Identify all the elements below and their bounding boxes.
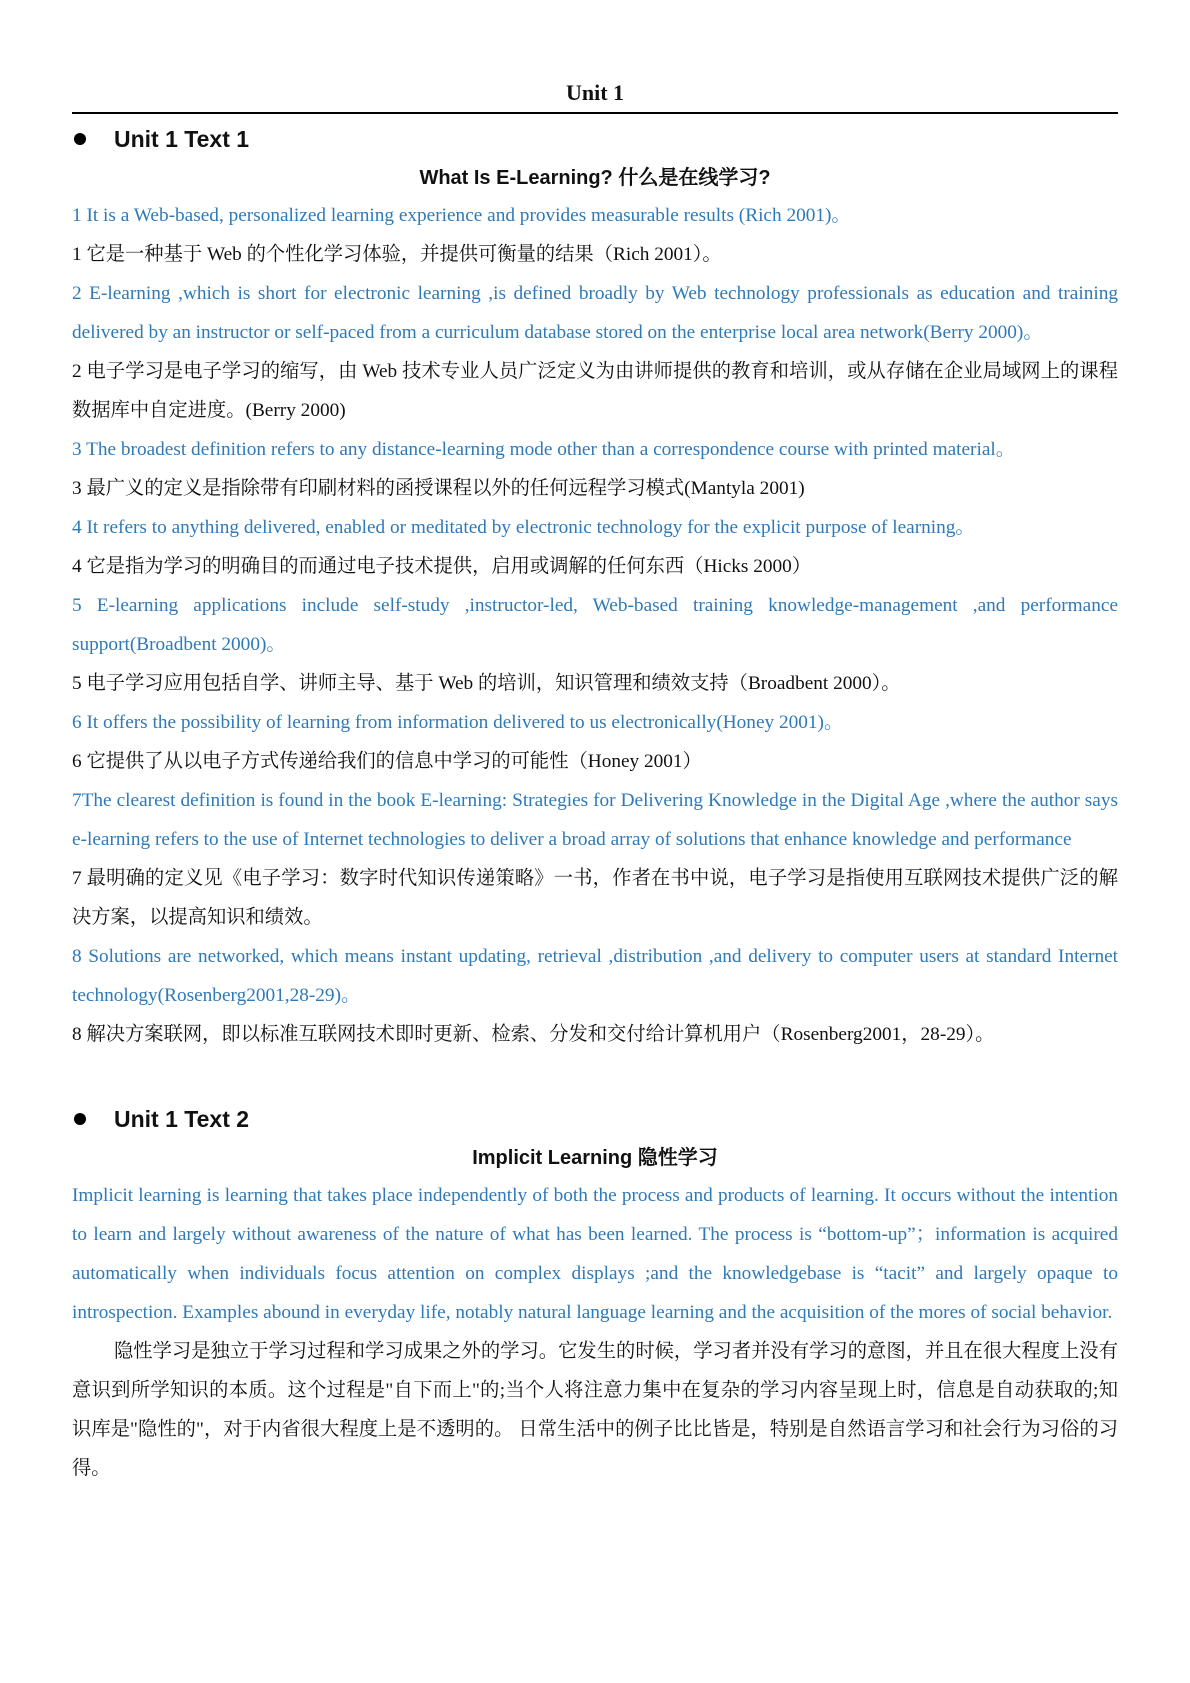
chinese-paragraph: 2 电子学习是电子学习的缩写，由 Web 技术专业人员广泛定义为由讲师提供的教育和培训，或从存储在企业局域网上的课程数据库中自定进度。(Berry 2000) — [72, 361, 1118, 421]
text2-chinese-paragraph: 隐性学习是独立于学习过程和学习成果之外的学习。它发生的时候，学习者并没有学习的意图，并且在很大程度上没有意识到所学知识的本质。这个过程是"自下而上"的;当个人将注意力集中在复杂的学习内容呈现上时，信息是自动获取的;知识库是"隐性的"，对于内省很大程度上是不透明的。 日常生活中的例子比比皆是，特别是自然语言学习和社会行为习俗的习得。 — [72, 1341, 1118, 1479]
document-page — [72, 76, 1118, 1488]
chinese-paragraph: 8 解决方案联网，即以标准互联网技术即时更新、检索、分发和交付给计算机用户（Rosenberg2001，28-29）。 — [72, 1024, 995, 1045]
section-heading-label: Unit 1 Text 1 — [114, 125, 250, 152]
english-paragraph: 8 Solutions are networked, which means instant updating, retrieval ,distribution ,and delivery to computer users at standard Internet technology(Rosenberg2001,28-29)。 — [72, 946, 1118, 1006]
english-paragraph: 5 E-learning applications include self-study ,instructor-led, Web-based training knowledge-management ,and performance support(Broadbent 2000)。 — [72, 595, 1118, 655]
unit-title: Unit 1 — [72, 76, 1118, 114]
english-paragraph: 1 It is a Web-based, personalized learning experience and provides measurable results (Rich 2001)。 — [72, 205, 851, 226]
chinese-paragraph: 7 最明确的定义见《电子学习：数字时代知识传递策略》一书，作者在书中说，电子学习是指使用互联网技术提供广泛的解决方案，以提高知识和绩效。 — [72, 868, 1118, 928]
bullet-icon — [74, 1113, 86, 1125]
text2-title: Implicit Learning 隐性学习 — [472, 1147, 718, 1169]
chinese-paragraph: 1 它是一种基于 Web 的个性化学习体验，并提供可衡量的结果（Rich 2001）。 — [72, 244, 722, 265]
section-heading-label: Unit 1 Text 2 — [114, 1105, 250, 1132]
chinese-paragraph: 3 最广义的定义是指除带有印刷材料的函授课程以外的任何远程学习模式(Mantyla 2001) — [72, 478, 805, 499]
text1-body — [72, 196, 1118, 1054]
section-heading-text1 — [72, 118, 1118, 160]
chinese-paragraph: 4 它是指为学习的明确目的而通过电子技术提供，启用或调解的任何东西（Hicks 2000） — [72, 556, 812, 577]
bullet-icon — [74, 133, 86, 145]
english-paragraph: 2 E-learning ,which is short for electronic learning ,is defined broadly by Web technology professionals as education and training delivered by an instructor or self-paced from a curriculum database stored on the enterprise local area network(Berry 2000)。 — [72, 283, 1118, 343]
english-paragraph: 6 It offers the possibility of learning from information delivered to us electronically(Honey 2001)。 — [72, 712, 844, 733]
chinese-paragraph: 6 它提供了从以电子方式传递给我们的信息中学习的可能性（Honey 2001） — [72, 751, 702, 772]
text2-english-paragraph: Implicit learning is learning that takes place independently of both the process and products of learning. It occurs without the intention to learn and largely without awareness of the nature of what has been learned. The process is “bottom-up”；information is acquired automatically when individuals focus attention on complex displays ;and the knowledgebase is “tacit” and largely opaque to introspection. Examples abound in everyday life, notably natural language learning and the acquisition of the mores of social behavior. — [72, 1185, 1118, 1323]
english-paragraph: 3 The broadest definition refers to any distance-learning mode other than a correspondence course with printed material。 — [72, 439, 1016, 460]
english-paragraph: 7The clearest definition is found in the book E-learning: Strategies for Delivering Knowledge in the Digital Age ,where the author says e-learning refers to the use of Internet technologies to deliver a broad array of solutions that enhance knowledge and performance — [72, 790, 1118, 850]
text1-title: What Is E-Learning? 什么是在线学习? — [419, 167, 771, 189]
section-gap — [72, 1054, 1118, 1094]
chinese-paragraph: 5 电子学习应用包括自学、讲师主导、基于 Web 的培训，知识管理和绩效支持（Broadbent 2000）。 — [72, 673, 901, 694]
english-paragraph: 4 It refers to anything delivered, enabled or meditated by electronic technology for the explicit purpose of learning。 — [72, 517, 975, 538]
section-heading-text2 — [72, 1098, 1118, 1140]
